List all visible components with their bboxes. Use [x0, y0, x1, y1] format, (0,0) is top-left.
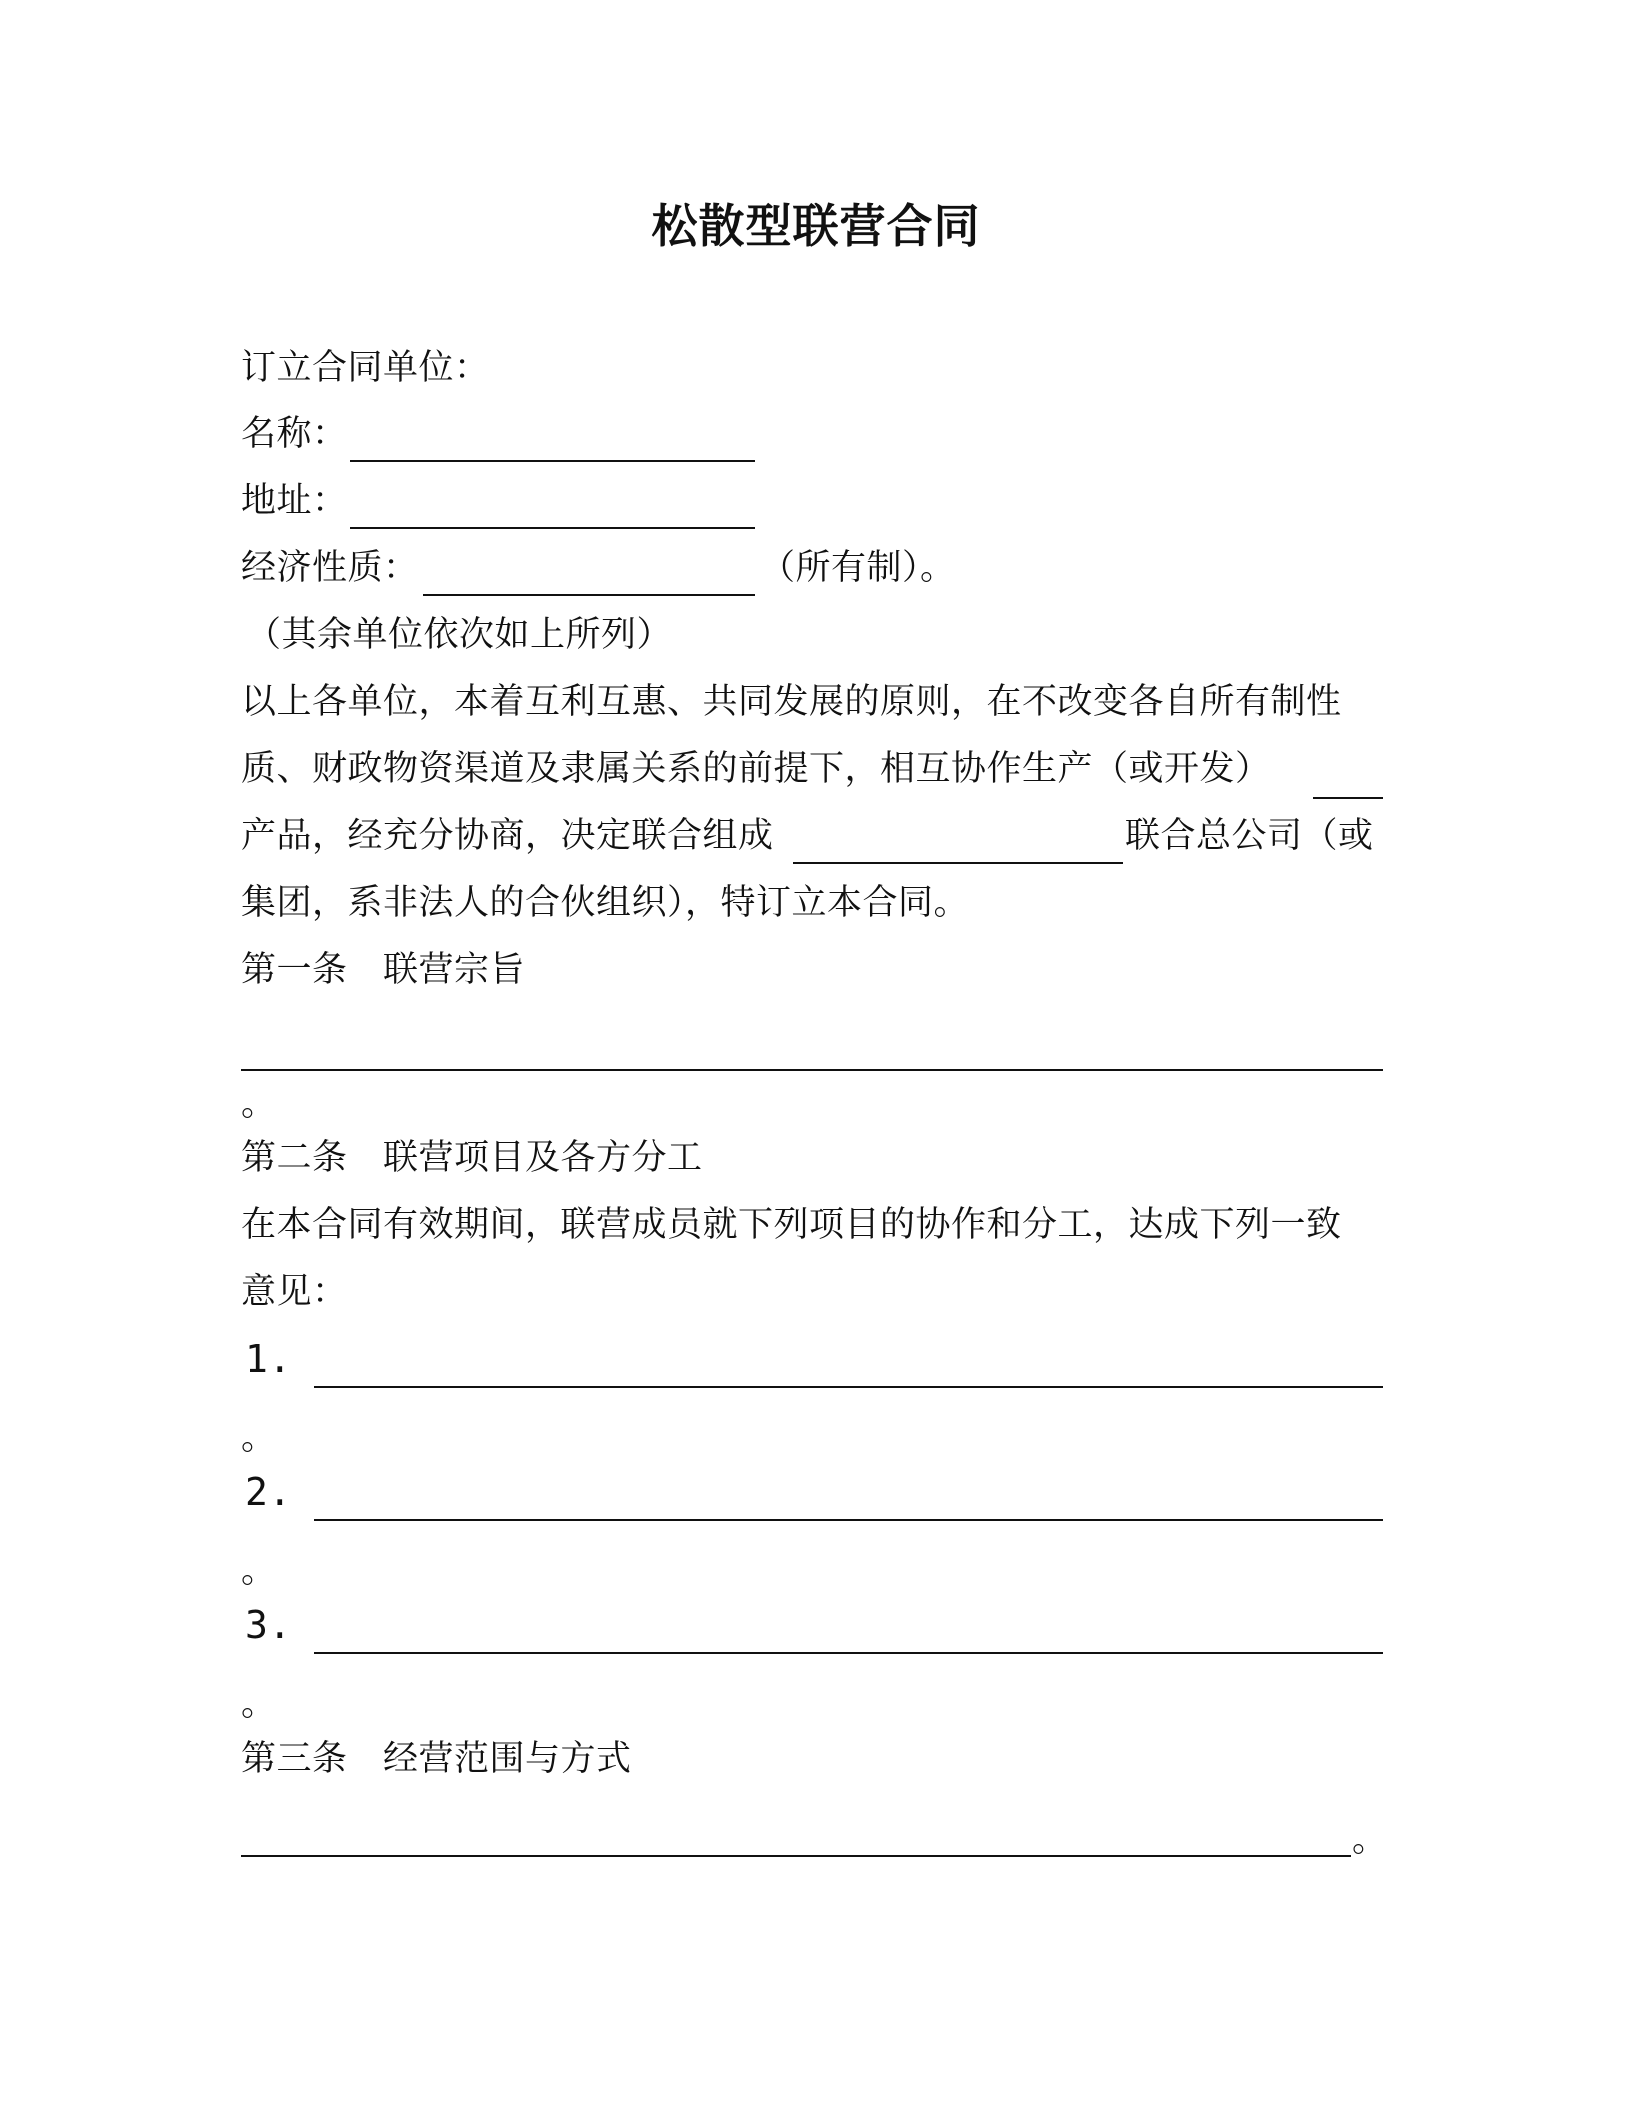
article-3-end-mark: 。 [1352, 1820, 1388, 1860]
item-1-end-mark: 。 [241, 1418, 277, 1458]
parties-heading: 订立合同单位： [241, 348, 490, 388]
address-blank [350, 527, 755, 529]
article-1-heading: 第一条 联营宗旨 [241, 950, 526, 990]
article-2-intro-line-1: 在本合同有效期间，联营成员就下列项目的协作和分工，达成下列一致 [241, 1205, 1342, 1245]
name-label: 名称： [241, 414, 348, 454]
company-name-blank [793, 862, 1123, 864]
item-2-end-mark: 。 [241, 1551, 277, 1591]
item-1-blank [314, 1386, 1383, 1388]
preamble-line-3-prefix: 产品，经充分协商，决定联合组成 [241, 816, 774, 856]
document-title: 松散型联营合同 [651, 199, 981, 253]
article-2-intro-line-2: 意见： [241, 1272, 348, 1312]
item-3-blank [314, 1652, 1383, 1654]
nature-label: 经济性质： [241, 548, 419, 588]
article-2-heading: 第二条 联营项目及各方分工 [241, 1138, 703, 1178]
item-1-number: 1. [245, 1337, 292, 1381]
article-3-heading: 第三条 经营范围与方式 [241, 1739, 632, 1779]
address-label: 地址： [241, 481, 348, 521]
name-blank [350, 460, 755, 462]
item-2-blank [314, 1519, 1383, 1521]
preamble-line-1: 以上各单位，本着互利互惠、共同发展的原则，在不改变各自所有制性 [241, 682, 1342, 722]
other-units-note: （其余单位依次如上所列） [246, 615, 673, 655]
nature-blank [423, 594, 755, 596]
preamble-line-3-suffix: 联合总公司（或 [1125, 816, 1374, 856]
nature-suffix: （所有制）。 [760, 548, 956, 588]
article-1-end-mark: 。 [241, 1084, 277, 1124]
item-3-number: 3. [245, 1603, 292, 1647]
item-3-end-mark: 。 [241, 1684, 277, 1724]
preamble-line-4: 集团，系非法人的合伙组织），特订立本合同。 [241, 883, 970, 923]
item-2-number: 2. [245, 1470, 292, 1514]
article-3-blank [241, 1855, 1351, 1857]
article-1-blank [241, 1069, 1383, 1071]
preamble-line-2: 质、财政物资渠道及隶属关系的前提下，相互协作生产（或开发） [241, 749, 1271, 789]
product-blank [1313, 797, 1383, 799]
